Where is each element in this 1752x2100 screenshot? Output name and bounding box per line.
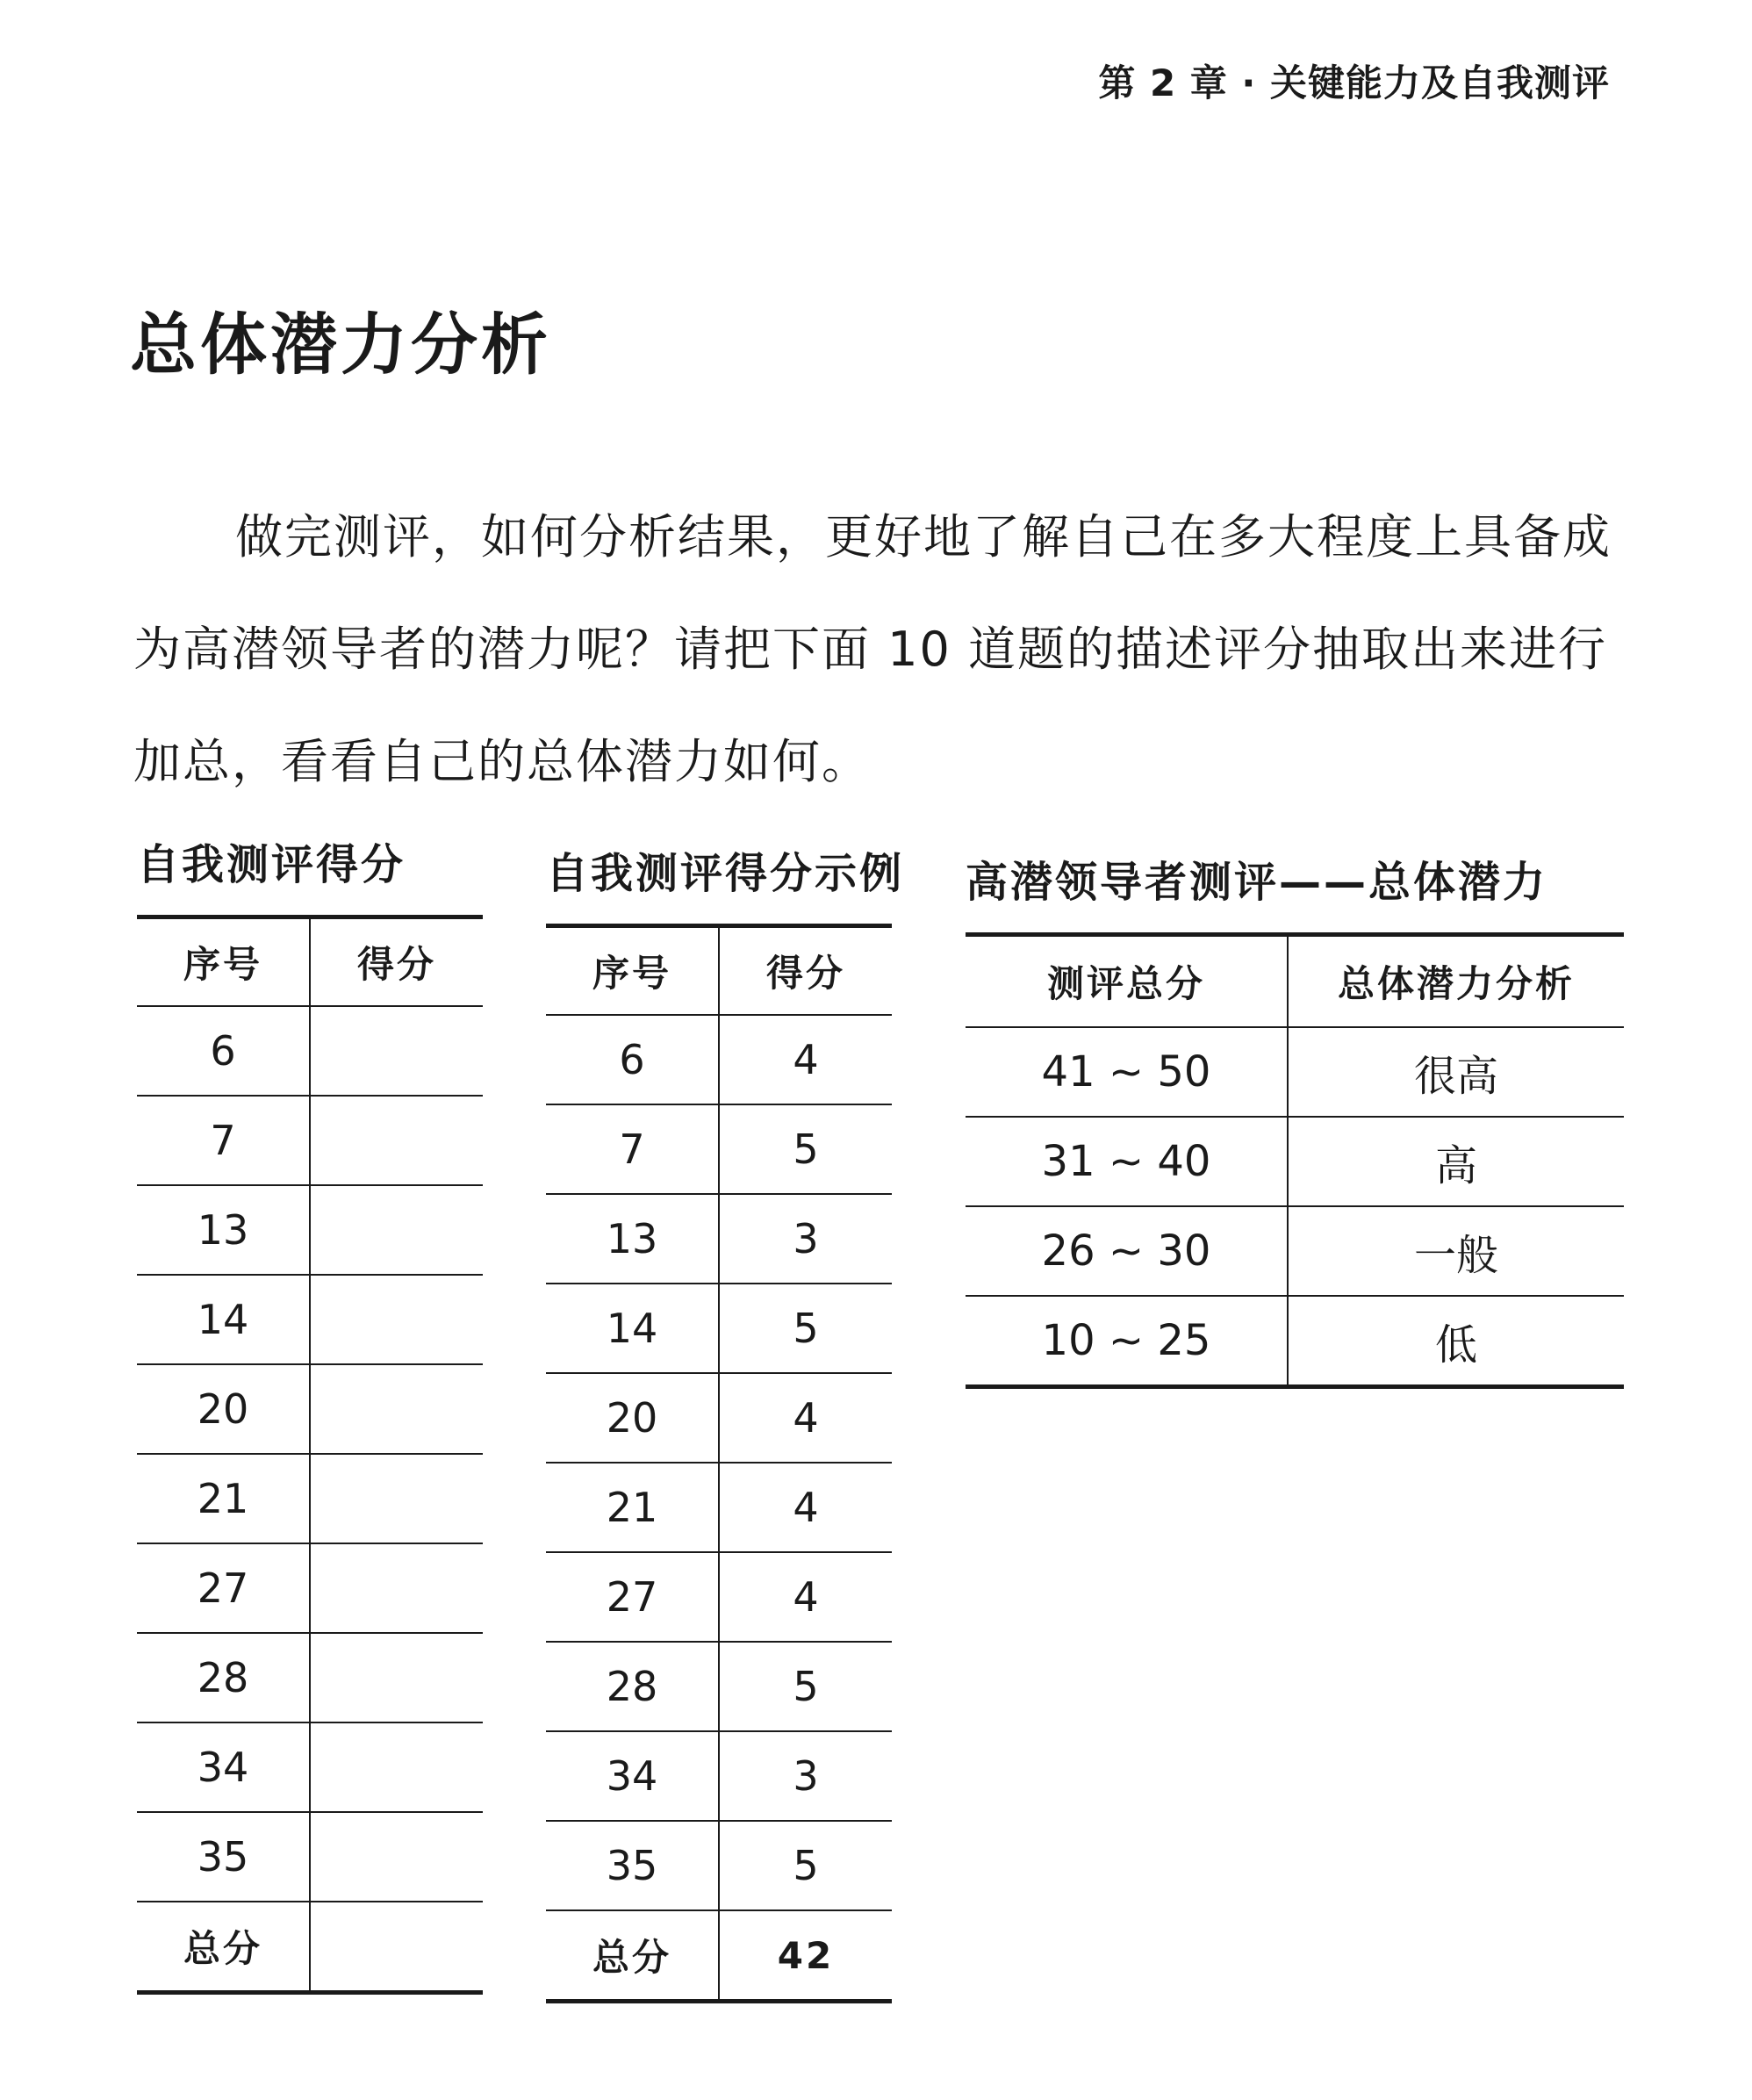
example-score-block — [546, 843, 904, 2003]
item-number-cell: 35 — [546, 1821, 719, 1910]
self-score-block — [137, 834, 483, 1995]
potential-body — [966, 1027, 1624, 1387]
item-number-cell: 20 — [137, 1364, 310, 1454]
table-row — [546, 1015, 892, 1104]
potential-level-cell: 低 — [1434, 1320, 1477, 1370]
score-cell: 4 — [719, 1373, 892, 1463]
table-row — [546, 1463, 892, 1552]
table-row — [546, 1642, 892, 1731]
column-header-analysis: 总体潜力分析 — [1288, 935, 1624, 1028]
item-number-cell: 14 — [137, 1275, 310, 1364]
score-cell: 3 — [719, 1194, 892, 1284]
item-number-cell: 21 — [546, 1463, 719, 1552]
column-header-no: 序号 — [546, 926, 719, 1016]
score-cell — [310, 1275, 483, 1364]
table-row — [966, 1117, 1624, 1206]
table-row — [137, 1722, 483, 1812]
score-range-cell: 26 ~ 30 — [966, 1206, 1288, 1296]
score-range-cell: 10 ~ 25 — [966, 1296, 1288, 1387]
table-row — [966, 1206, 1624, 1296]
table-row — [137, 1006, 483, 1096]
item-number-cell: 7 — [137, 1096, 310, 1185]
potential-level-cell: 高 — [1288, 1117, 1624, 1206]
item-number-cell: 6 — [546, 1015, 719, 1104]
table-header-row — [137, 917, 483, 1007]
self-score-caption: 自我测评得分 — [137, 840, 406, 889]
score-cell — [310, 1633, 483, 1722]
column-header-total: 测评总分 — [966, 935, 1288, 1028]
table-row — [546, 1194, 892, 1284]
total-value-cell — [310, 1902, 483, 1993]
potential-block — [966, 852, 1624, 1389]
potential-table — [966, 932, 1624, 1389]
table-row — [137, 1812, 483, 1902]
table-row — [137, 1096, 483, 1185]
score-cell: 4 — [719, 1015, 892, 1104]
potential-caption: 高潜领导者测评——总体潜力 — [966, 858, 1548, 907]
table-row — [137, 1454, 483, 1543]
score-cell — [310, 1812, 483, 1902]
score-cell: 5 — [719, 1284, 892, 1373]
total-label-cell: 总分 — [137, 1902, 310, 1993]
section-title: 总体潜力分析 — [130, 306, 551, 384]
table-row — [137, 1185, 483, 1275]
table-row — [137, 1364, 483, 1454]
item-number-cell: 13 — [137, 1185, 310, 1275]
intro-text: 做完测评，如何分析结果，更好地了解自己在多大程度上具备成为高潜领导者的潜力呢？请把下面 10 道题的描述评分抽取出来进行加总，看看自己的总体潜力如何。 — [133, 509, 1612, 789]
item-number-cell: 21 — [137, 1454, 310, 1543]
item-number-cell: 34 — [137, 1722, 310, 1812]
table-row — [546, 1731, 892, 1821]
score-cell: 4 — [719, 1552, 892, 1642]
score-cell: 5 — [719, 1642, 892, 1731]
score-cell — [310, 1096, 483, 1185]
item-number-cell: 13 — [546, 1194, 719, 1284]
total-label-cell: 总分 — [546, 1910, 719, 2002]
item-number-cell: 27 — [137, 1543, 310, 1633]
table-row — [546, 1552, 892, 1642]
score-cell — [310, 1722, 483, 1812]
item-number-cell: 7 — [546, 1104, 719, 1194]
example-score-caption: 自我测评得分示例 — [546, 849, 905, 898]
table-row — [137, 1633, 483, 1722]
table-header-row — [966, 935, 1624, 1028]
table-header-row — [546, 926, 892, 1016]
self-score-table — [137, 915, 483, 1995]
column-header-score: 得分 — [719, 926, 892, 1016]
score-cell: 4 — [719, 1463, 892, 1552]
score-cell: 5 — [719, 1104, 892, 1194]
score-cell — [310, 1185, 483, 1275]
table-row — [546, 1104, 892, 1194]
running-header: 第 2 章 · 关键能力及自我测评 — [1098, 61, 1610, 104]
score-cell — [310, 1364, 483, 1454]
item-number-cell: 35 — [137, 1812, 310, 1902]
potential-level-cell: 一般 — [1288, 1206, 1624, 1296]
example-score-body — [546, 1015, 892, 2002]
score-cell — [310, 1543, 483, 1633]
table-row — [546, 1284, 892, 1373]
total-row — [137, 1902, 483, 1993]
score-cell: 5 — [719, 1821, 892, 1910]
potential-level-cell: 很高 — [1288, 1027, 1624, 1117]
score-cell: 3 — [719, 1731, 892, 1821]
item-number-cell: 28 — [546, 1642, 719, 1731]
score-range-cell: 41 ~ 50 — [966, 1027, 1288, 1117]
item-number-cell: 27 — [546, 1552, 719, 1642]
column-header-score: 得分 — [310, 917, 483, 1007]
example-score-table — [546, 924, 892, 2003]
self-score-body — [137, 1006, 483, 1993]
table-row — [137, 1543, 483, 1633]
score-cell — [310, 1454, 483, 1543]
total-value-cell: 42 — [777, 1933, 835, 1977]
table-row — [966, 1027, 1624, 1117]
column-header-no: 序号 — [137, 917, 310, 1007]
item-number-cell: 28 — [137, 1633, 310, 1722]
table-row — [546, 1821, 892, 1910]
intro-paragraph — [133, 481, 1626, 818]
item-number-cell: 34 — [546, 1731, 719, 1821]
item-number-cell: 14 — [546, 1284, 719, 1373]
table-row — [137, 1275, 483, 1364]
score-cell — [310, 1006, 483, 1096]
total-row — [546, 1910, 892, 2002]
table-row — [966, 1296, 1624, 1387]
score-range-cell: 31 ~ 40 — [966, 1117, 1288, 1206]
item-number-cell: 6 — [137, 1006, 310, 1096]
item-number-cell: 20 — [546, 1373, 719, 1463]
table-row — [546, 1373, 892, 1463]
